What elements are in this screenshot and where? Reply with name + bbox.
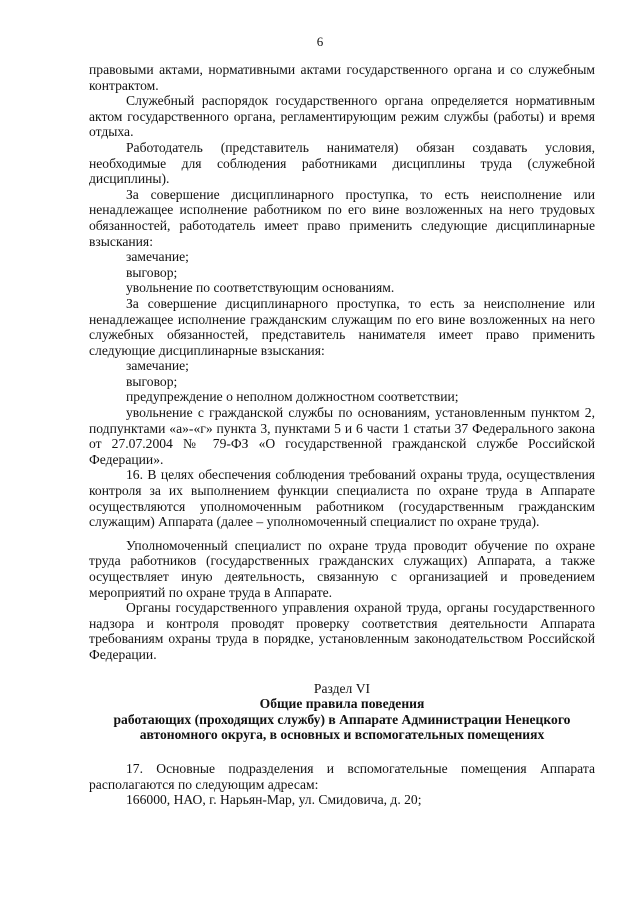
paragraph: Работодатель (представитель нанимателя) обязан создавать условия, необходимые для соблюдения работниками дисциплины труда (служебной дисциплины). bbox=[89, 139, 595, 187]
list-item: выговор; bbox=[126, 264, 178, 280]
page-number: 6 bbox=[316, 34, 324, 49]
section-title: Общие правила поведения bbox=[259, 696, 425, 712]
paragraph: За совершение дисциплинарного проступка, то есть неисполнение или ненадлежащее исполнение работником по его вине возложенных на него трудовых обязанностей, работодатель имеет право применить следующие дисциплинарные взыскания: bbox=[89, 186, 595, 249]
paragraph: правовыми актами, нормативными актами государственного органа и со служебным контрактом. bbox=[89, 62, 595, 93]
section-title: автономного округа, в основных и вспомогательных помещениях bbox=[139, 727, 545, 743]
section-title: работающих (проходящих службу) в Аппарате Администрации Ненецкого bbox=[113, 711, 571, 727]
list-item: замечание; bbox=[126, 249, 189, 265]
section-label: Раздел VI bbox=[313, 680, 371, 696]
paragraph: увольнение с гражданской службы по основаниям, установленным пунктом 2, подпунктами «а»-«г» пункта 3, пунктами 5 и 6 части 1 статьи 37 Федерального закона от 27.07.2004 № 79-ФЗ «О государственной гражданской службе Российской Федерации». bbox=[89, 405, 595, 467]
list-item: выговор; bbox=[126, 373, 178, 389]
list-item: замечание; bbox=[126, 358, 189, 374]
list-item: предупреждение о неполном должностном соответствии; bbox=[126, 389, 459, 405]
paragraph: 17. Основные подразделения и вспомогательные помещения Аппарата располагаются по следующим адресам: bbox=[89, 760, 595, 792]
paragraph: Служебный распорядок государственного органа определяется нормативным актом государственного органа, регламентирующим режим службы (работы) и время отдыха. bbox=[89, 93, 595, 140]
paragraph: Уполномоченный специалист по охране труда проводит обучение по охране труда работников (государственных гражданских служащих) Аппарата, а также осуществляет иную деятельность, связанную с организацией и проведением мероприятий по охране труда в Аппарате. bbox=[89, 537, 595, 600]
paragraph: За совершение дисциплинарного проступка, то есть за неисполнение или ненадлежащее исполнение гражданским служащим по его вине возложенных на него служебных обязанностей, представитель нанимателя имеет право применить следующие дисциплинарные взыскания: bbox=[89, 295, 595, 358]
list-item: увольнение по соответствующим основаниям. bbox=[126, 280, 395, 296]
body-text bbox=[89, 62, 595, 808]
paragraph: 16. В целях обеспечения соблюдения требований охраны труда, осуществления контроля за их выполнением функции специалиста по охране труда в Аппарате осуществляются уполномоченным работником (государственным гражданским служащим) Аппарата (далее – уполномоченный специалист по охране труда). bbox=[89, 467, 595, 530]
paragraph: Органы государственного управления охраной труда, органы государственного надзора и контроля проводят проверку соответствия деятельности Аппарата требованиям охраны труда в порядке, установленным законодательством Российской Федерации. bbox=[89, 600, 595, 662]
address-line: 166000, НАО, г. Нарьян-Мар, ул. Смидовича, д. 20; bbox=[126, 792, 422, 808]
